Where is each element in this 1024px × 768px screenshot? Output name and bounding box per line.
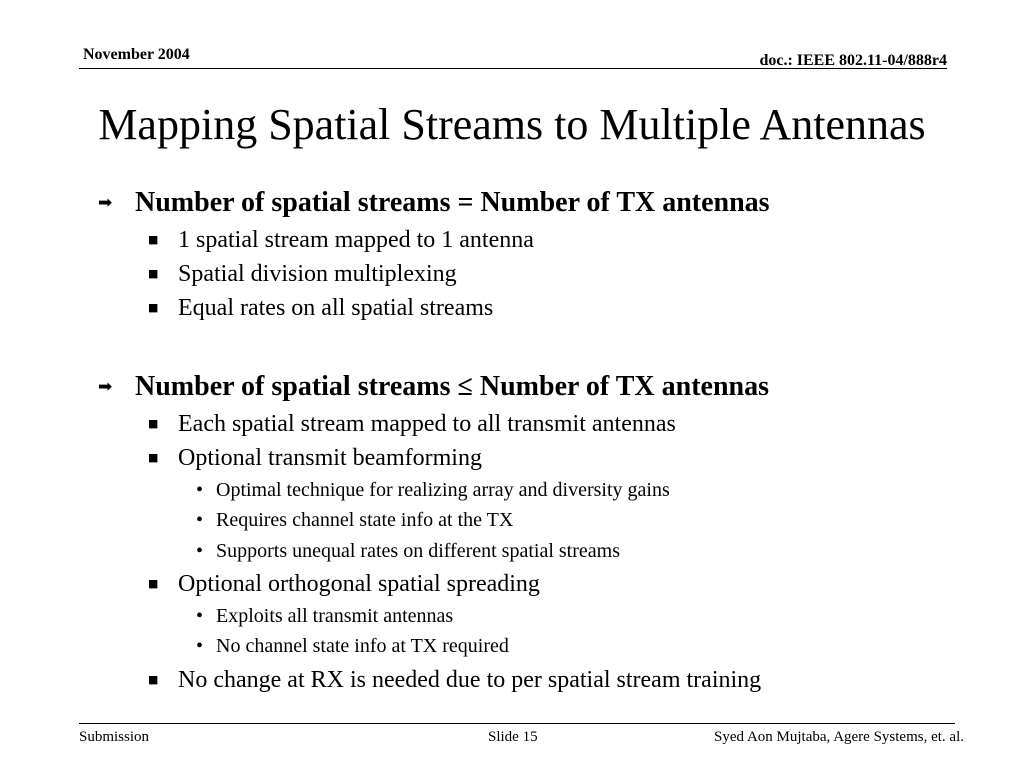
- square-bullet-icon: ■: [148, 673, 159, 686]
- square-bullet-icon: ■: [148, 301, 159, 314]
- bullet-level3: Supports unequal rates on different spatial streams: [216, 540, 620, 562]
- square-bullet-icon: ■: [148, 267, 159, 280]
- bullet-level2: No change at RX is needed due to per spatial stream training: [178, 667, 762, 693]
- bullet-level1: Number of spatial streams ≤ Number of TX antennas: [135, 371, 769, 402]
- footer-author: Syed Aon Mujtaba, Agere Systems, et. al.: [714, 729, 964, 745]
- arrow-bullet-icon: ➡: [98, 377, 113, 397]
- dot-bullet-icon: •: [196, 635, 204, 657]
- slide-title: Mapping Spatial Streams to Multiple Antennas: [98, 100, 926, 149]
- header-date: November 2004: [83, 46, 190, 63]
- bullet-level3: Requires channel state info at the TX: [216, 509, 514, 531]
- dot-bullet-icon: •: [196, 540, 204, 562]
- bullet-level3: Exploits all transmit antennas: [216, 605, 454, 627]
- square-bullet-icon: ■: [148, 577, 159, 590]
- bullet-level2: Optional transmit beamforming: [178, 445, 482, 471]
- bullet-level3: No channel state info at TX required: [216, 635, 509, 657]
- dot-bullet-icon: •: [196, 509, 204, 531]
- bullet-level3: Optimal technique for realizing array and diversity gains: [216, 479, 670, 501]
- dot-bullet-icon: •: [196, 605, 204, 627]
- header-doc-id: doc.: IEEE 802.11-04/888r4: [759, 52, 947, 69]
- bullet-level1: Number of spatial streams = Number of TX antennas: [135, 187, 770, 218]
- bullet-level2: Each spatial stream mapped to all transmit antennas: [178, 411, 676, 437]
- bullet-level2: Spatial division multiplexing: [178, 261, 457, 287]
- square-bullet-icon: ■: [148, 417, 159, 430]
- bullet-level2: Optional orthogonal spatial spreading: [178, 571, 540, 597]
- square-bullet-icon: ■: [148, 451, 159, 464]
- square-bullet-icon: ■: [148, 233, 159, 246]
- dot-bullet-icon: •: [196, 479, 204, 501]
- arrow-bullet-icon: ➡: [98, 193, 113, 213]
- header-rule: [79, 68, 947, 69]
- bullet-level2: Equal rates on all spatial streams: [178, 295, 494, 321]
- bullet-level2: 1 spatial stream mapped to 1 antenna: [178, 227, 534, 253]
- footer-slide-number: Slide 15: [488, 729, 538, 745]
- footer-submission: Submission: [79, 729, 150, 745]
- footer-rule: [79, 723, 955, 724]
